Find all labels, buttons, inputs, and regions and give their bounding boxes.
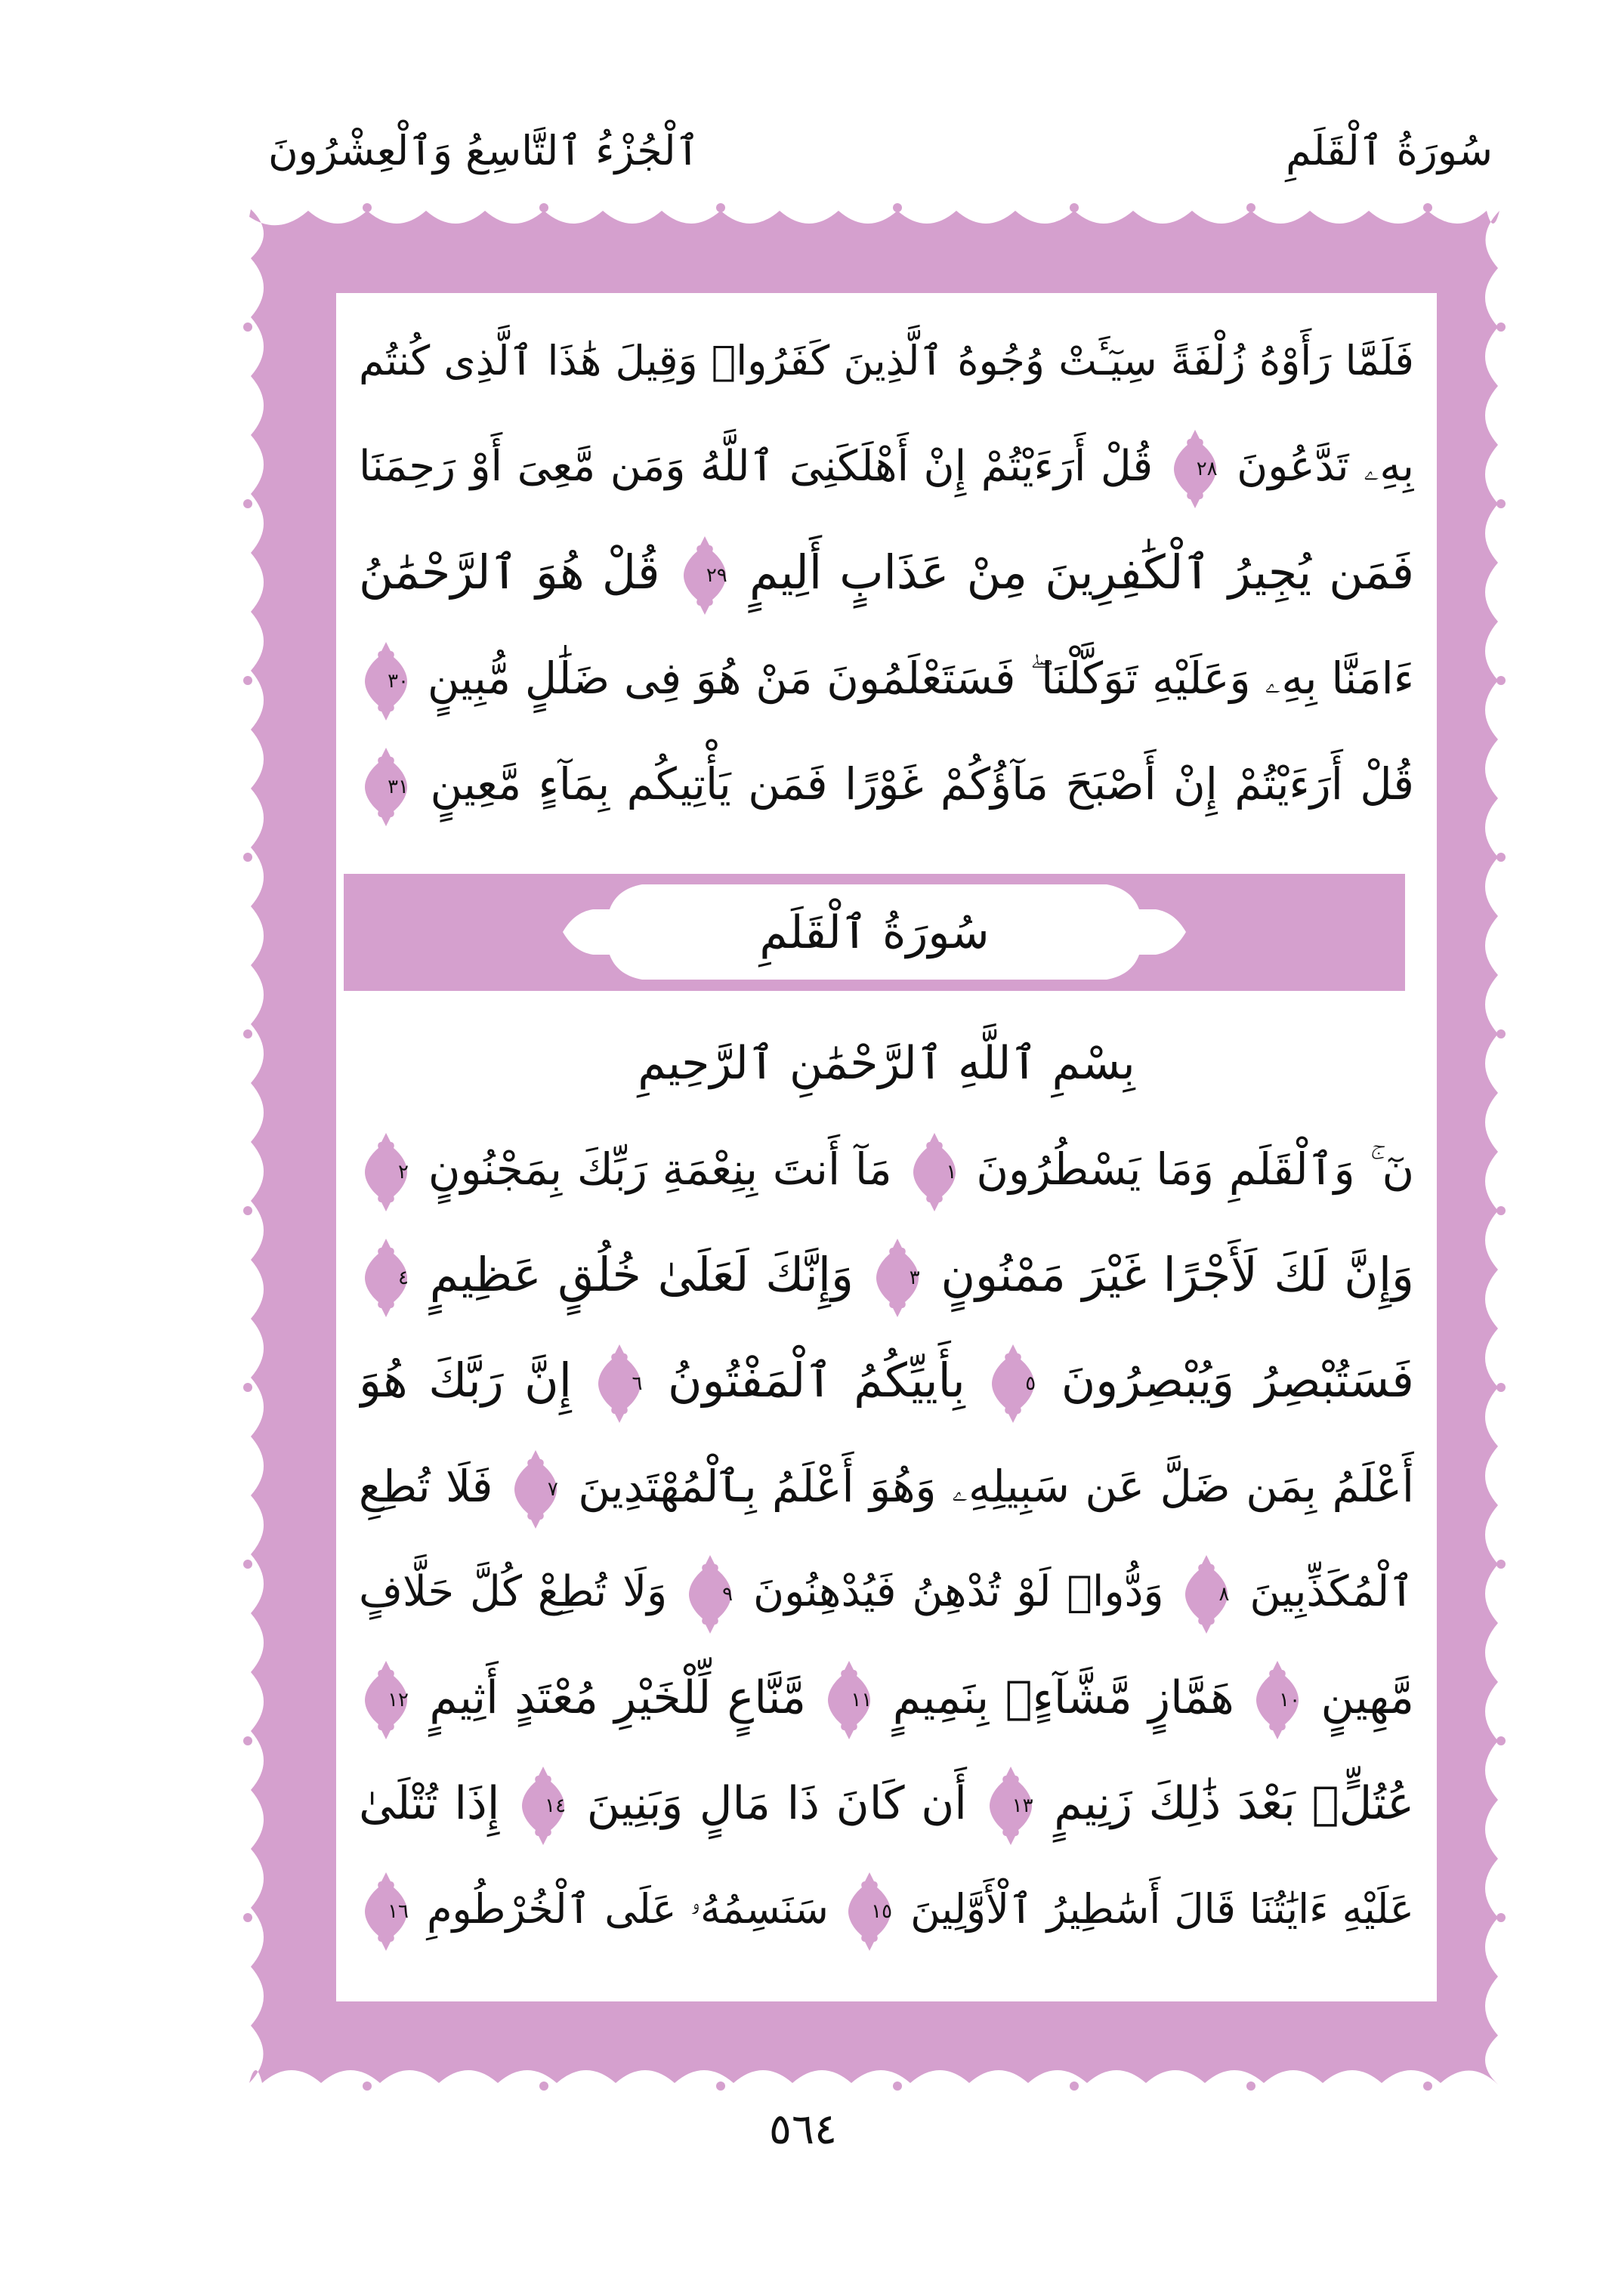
verse-number-marker [363, 748, 409, 826]
verse-text: إِنَّ رَبَّكَ هُوَ [359, 1353, 572, 1408]
verse-text: بِأَييِّكُمُ ٱلْمَفْتُونُ [667, 1353, 965, 1408]
frame-dot [1496, 1029, 1506, 1038]
verse-text: ءَامَنَّا بِهِۦ وَعَلَيْهِ تَوَكَّلْنَا ۖ فَسَتَعْلَمُونَ مَنْ هُوَ فِى ضَلَٰلٍ مُّبِينٍ [427, 653, 1414, 704]
quran-text-line [359, 1335, 1414, 1426]
verse-text: بِهِۦ تَدَّعُونَ [1237, 442, 1414, 491]
text-panel [336, 293, 1437, 2001]
verse-number: ٣١ [388, 775, 409, 798]
verse-text: وَدُّوا۟ لَوْ تُدْهِنُ فَيُدْهِنُونَ [752, 1567, 1164, 1616]
frame-dot [243, 499, 252, 508]
verse-text: مَّهِينٍ [1320, 1671, 1414, 1724]
verse-number: ٥ [1025, 1372, 1036, 1395]
frame-dot [893, 2082, 902, 2091]
frame-dot [716, 203, 725, 212]
verse-number: ٤ [398, 1266, 409, 1289]
verse-text: فَمَن يُجِيرُ ٱلْكَٰفِرِينَ مِنْ عَذَابٍ أَلِيمٍ [749, 545, 1414, 600]
verse-text: إِذَا تُتْلَىٰ [359, 1777, 500, 1830]
verse-number: ١٤ [545, 1795, 567, 1818]
verse-number: ١١ [851, 1689, 872, 1712]
verse-number: ١٥ [871, 1900, 893, 1924]
frame-dot [1496, 676, 1506, 685]
page-number: ٥٦٤ [768, 2105, 838, 2154]
frame-dot [243, 1383, 252, 1392]
quran-text-line [359, 1758, 1414, 1849]
verse-number-marker [363, 1661, 409, 1739]
verse-text: عُتُلٍّۭ بَعْدَ ذَٰلِكَ زَنِيمٍ [1054, 1777, 1414, 1830]
frame-dot [1496, 322, 1506, 332]
frame-dot [1246, 2082, 1255, 2091]
verse-number-marker [988, 1767, 1033, 1845]
verse-number-marker [875, 1239, 920, 1317]
frame-dot [1070, 2082, 1079, 2091]
verse-text: فَلَمَّا رَأَوْهُ زُلْفَةً سِيٓـَٔتْ وُجُوهُ ٱلَّذِينَ كَفَرُوا۟ وَقِيلَ هَٰذَا ٱلَّذِى كُنتُم [359, 337, 1414, 384]
quran-text-line [359, 527, 1414, 618]
verse-number: ٢٩ [706, 563, 727, 587]
frame-dot [243, 322, 252, 332]
verse-number: ٣ [909, 1266, 920, 1289]
frame-dot [1423, 203, 1432, 212]
verse-text: مَّنَّاعٍ لِّلْخَيْرِ مُعْتَدٍ أَثِيمٍ [429, 1671, 806, 1724]
verse-text: عَلَيْهِ ءَايَٰتُنَا قَالَ أَسَٰطِيرُ ٱلْأَوَّلِينَ [910, 1885, 1414, 1933]
frame-dot [243, 1029, 252, 1038]
frame-dot [243, 1206, 252, 1215]
quran-text-line [359, 1547, 1414, 1637]
verse-number: ٩ [722, 1582, 734, 1606]
frame-dot [1496, 499, 1506, 508]
verse-text: سَنَسِمُهُۥ عَلَى ٱلْخُرْطُومِ [427, 1885, 829, 1933]
verse-number-marker [363, 642, 409, 721]
verse-text: أَعْلَمُ بِمَن ضَلَّ عَن سَبِيلِهِۦ وَهُوَ أَعْلَمُ بِٱلْمُهْتَدِينَ [578, 1461, 1414, 1512]
verse-number-marker [1184, 1555, 1229, 1634]
frame-dot [243, 853, 252, 862]
verse-text: هَمَّازٍ مَّشَّآءٍۭ بِنَمِيمٍ [892, 1671, 1234, 1724]
frame-dot [539, 203, 548, 212]
quran-text-line [359, 1441, 1414, 1532]
verse-number: ٢ [398, 1160, 409, 1183]
verse-number-marker [363, 1239, 409, 1317]
frame-dot [363, 203, 372, 212]
frame-dot [363, 2082, 372, 2091]
running-header-juz-name: ٱلْجُزْءُ ٱلتَّاسِعُ وَٱلْعِشْرُونَ [268, 127, 700, 174]
frame-dot [716, 2082, 725, 2091]
verse-text: قُلْ أَرَءَيْتُمْ إِنْ أَصْبَحَ مَآؤُكُمْ غَوْرًا فَمَن يَأْتِيكُم بِمَآءٍ مَّعِينٍ [430, 758, 1414, 810]
frame-dot [243, 1560, 252, 1569]
frame-dot [1496, 1383, 1506, 1392]
frame-dot [1496, 1913, 1506, 1922]
verse-number: ٣٠ [388, 669, 409, 693]
verse-number: ١٢ [388, 1689, 409, 1712]
frame-dot [893, 203, 902, 212]
verse-text: قُلْ هُوَ ٱلرَّحْمَٰنُ [359, 545, 660, 600]
frame-dot [539, 2082, 548, 2091]
frame-dot [1423, 2082, 1432, 2091]
surah-header-band [344, 874, 1405, 991]
frame-dot [1496, 1206, 1506, 1215]
verse-number-marker [363, 1872, 409, 1951]
quran-text-line [359, 1124, 1414, 1214]
verse-text: فَسَتُبْصِرُ وَيُبْصِرُونَ [1061, 1353, 1414, 1408]
verse-text: فَلَا تُطِعِ [359, 1461, 493, 1512]
verse-text: وَإِنَّ لَكَ لَأَجْرًا غَيْرَ مَمْنُونٍ [940, 1247, 1414, 1302]
verse-text: وَلَا تُطِعْ كُلَّ حَلَّافٍ [359, 1567, 668, 1616]
verse-number: ١٦ [388, 1900, 409, 1924]
verse-number-marker [682, 536, 727, 615]
verse-number: ٦ [632, 1372, 643, 1395]
basmala: بِسْمِ ٱللَّهِ ٱلرَّحْمَٰنِ ٱلرَّحِيمِ [638, 1037, 1135, 1090]
verse-number-marker [363, 1133, 409, 1211]
frame-dot [1496, 1736, 1506, 1745]
frame-dot [1070, 203, 1079, 212]
verse-number: ٨ [1218, 1582, 1230, 1606]
verse-number-marker [1172, 430, 1218, 508]
verse-number: ١ [946, 1160, 957, 1183]
running-header-surah-name: سُورَةُ ٱلْقَلَمِ [1286, 127, 1493, 174]
verse-text: أَن كَانَ ذَا مَالٍ وَبَنِينَ [586, 1777, 967, 1830]
verse-number: ٢٨ [1196, 457, 1218, 480]
quran-text-line [359, 1653, 1414, 1743]
frame-dot [243, 1913, 252, 1922]
frame-dot [1496, 1560, 1506, 1569]
quran-text-line [359, 1864, 1414, 1955]
verse-number-marker [520, 1767, 566, 1845]
verse-text: وَإِنَّكَ لَعَلَىٰ خُلُقٍ عَظِيمٍ [429, 1247, 854, 1302]
verse-number-marker [513, 1450, 558, 1529]
frame-dot [243, 1736, 252, 1745]
verse-text: قُلْ أَرَءَيْتُمْ إِنْ أَهْلَكَنِىَ ٱللَّهُ وَمَن مَّعِىَ أَوْ رَحِمَنَا [359, 442, 1154, 491]
frame-dot [243, 676, 252, 685]
verse-text: مَآ أَنتَ بِنِعْمَةِ رَبِّكَ بِمَجْنُونٍ [428, 1143, 892, 1195]
verse-number-marker [847, 1872, 892, 1951]
quran-text-line [359, 739, 1414, 829]
verse-number-marker [687, 1555, 733, 1634]
verse-number-marker [990, 1344, 1036, 1423]
verse-text: نٓ ۚ وَٱلْقَلَمِ وَمَا يَسْطُرُونَ [976, 1143, 1414, 1195]
verse-number: ٧ [547, 1477, 558, 1501]
verse-number-marker [912, 1133, 957, 1211]
frame-dot [1246, 203, 1255, 212]
quran-text-line [359, 421, 1414, 512]
verse-number: ١٠ [1279, 1689, 1301, 1712]
verse-number: ١٣ [1011, 1795, 1033, 1818]
verse-number-marker [1255, 1661, 1300, 1739]
verse-number-marker [826, 1661, 872, 1739]
quran-text-line [359, 633, 1414, 724]
quran-text-line [359, 316, 1414, 406]
verse-text: ٱلْمُكَذِّبِينَ [1249, 1567, 1414, 1616]
surah-title: سُورَةُ ٱلْقَلَمِ [759, 906, 990, 959]
verse-number-marker [597, 1344, 642, 1423]
frame-dot [1496, 853, 1506, 862]
quran-text-line [359, 1230, 1414, 1320]
